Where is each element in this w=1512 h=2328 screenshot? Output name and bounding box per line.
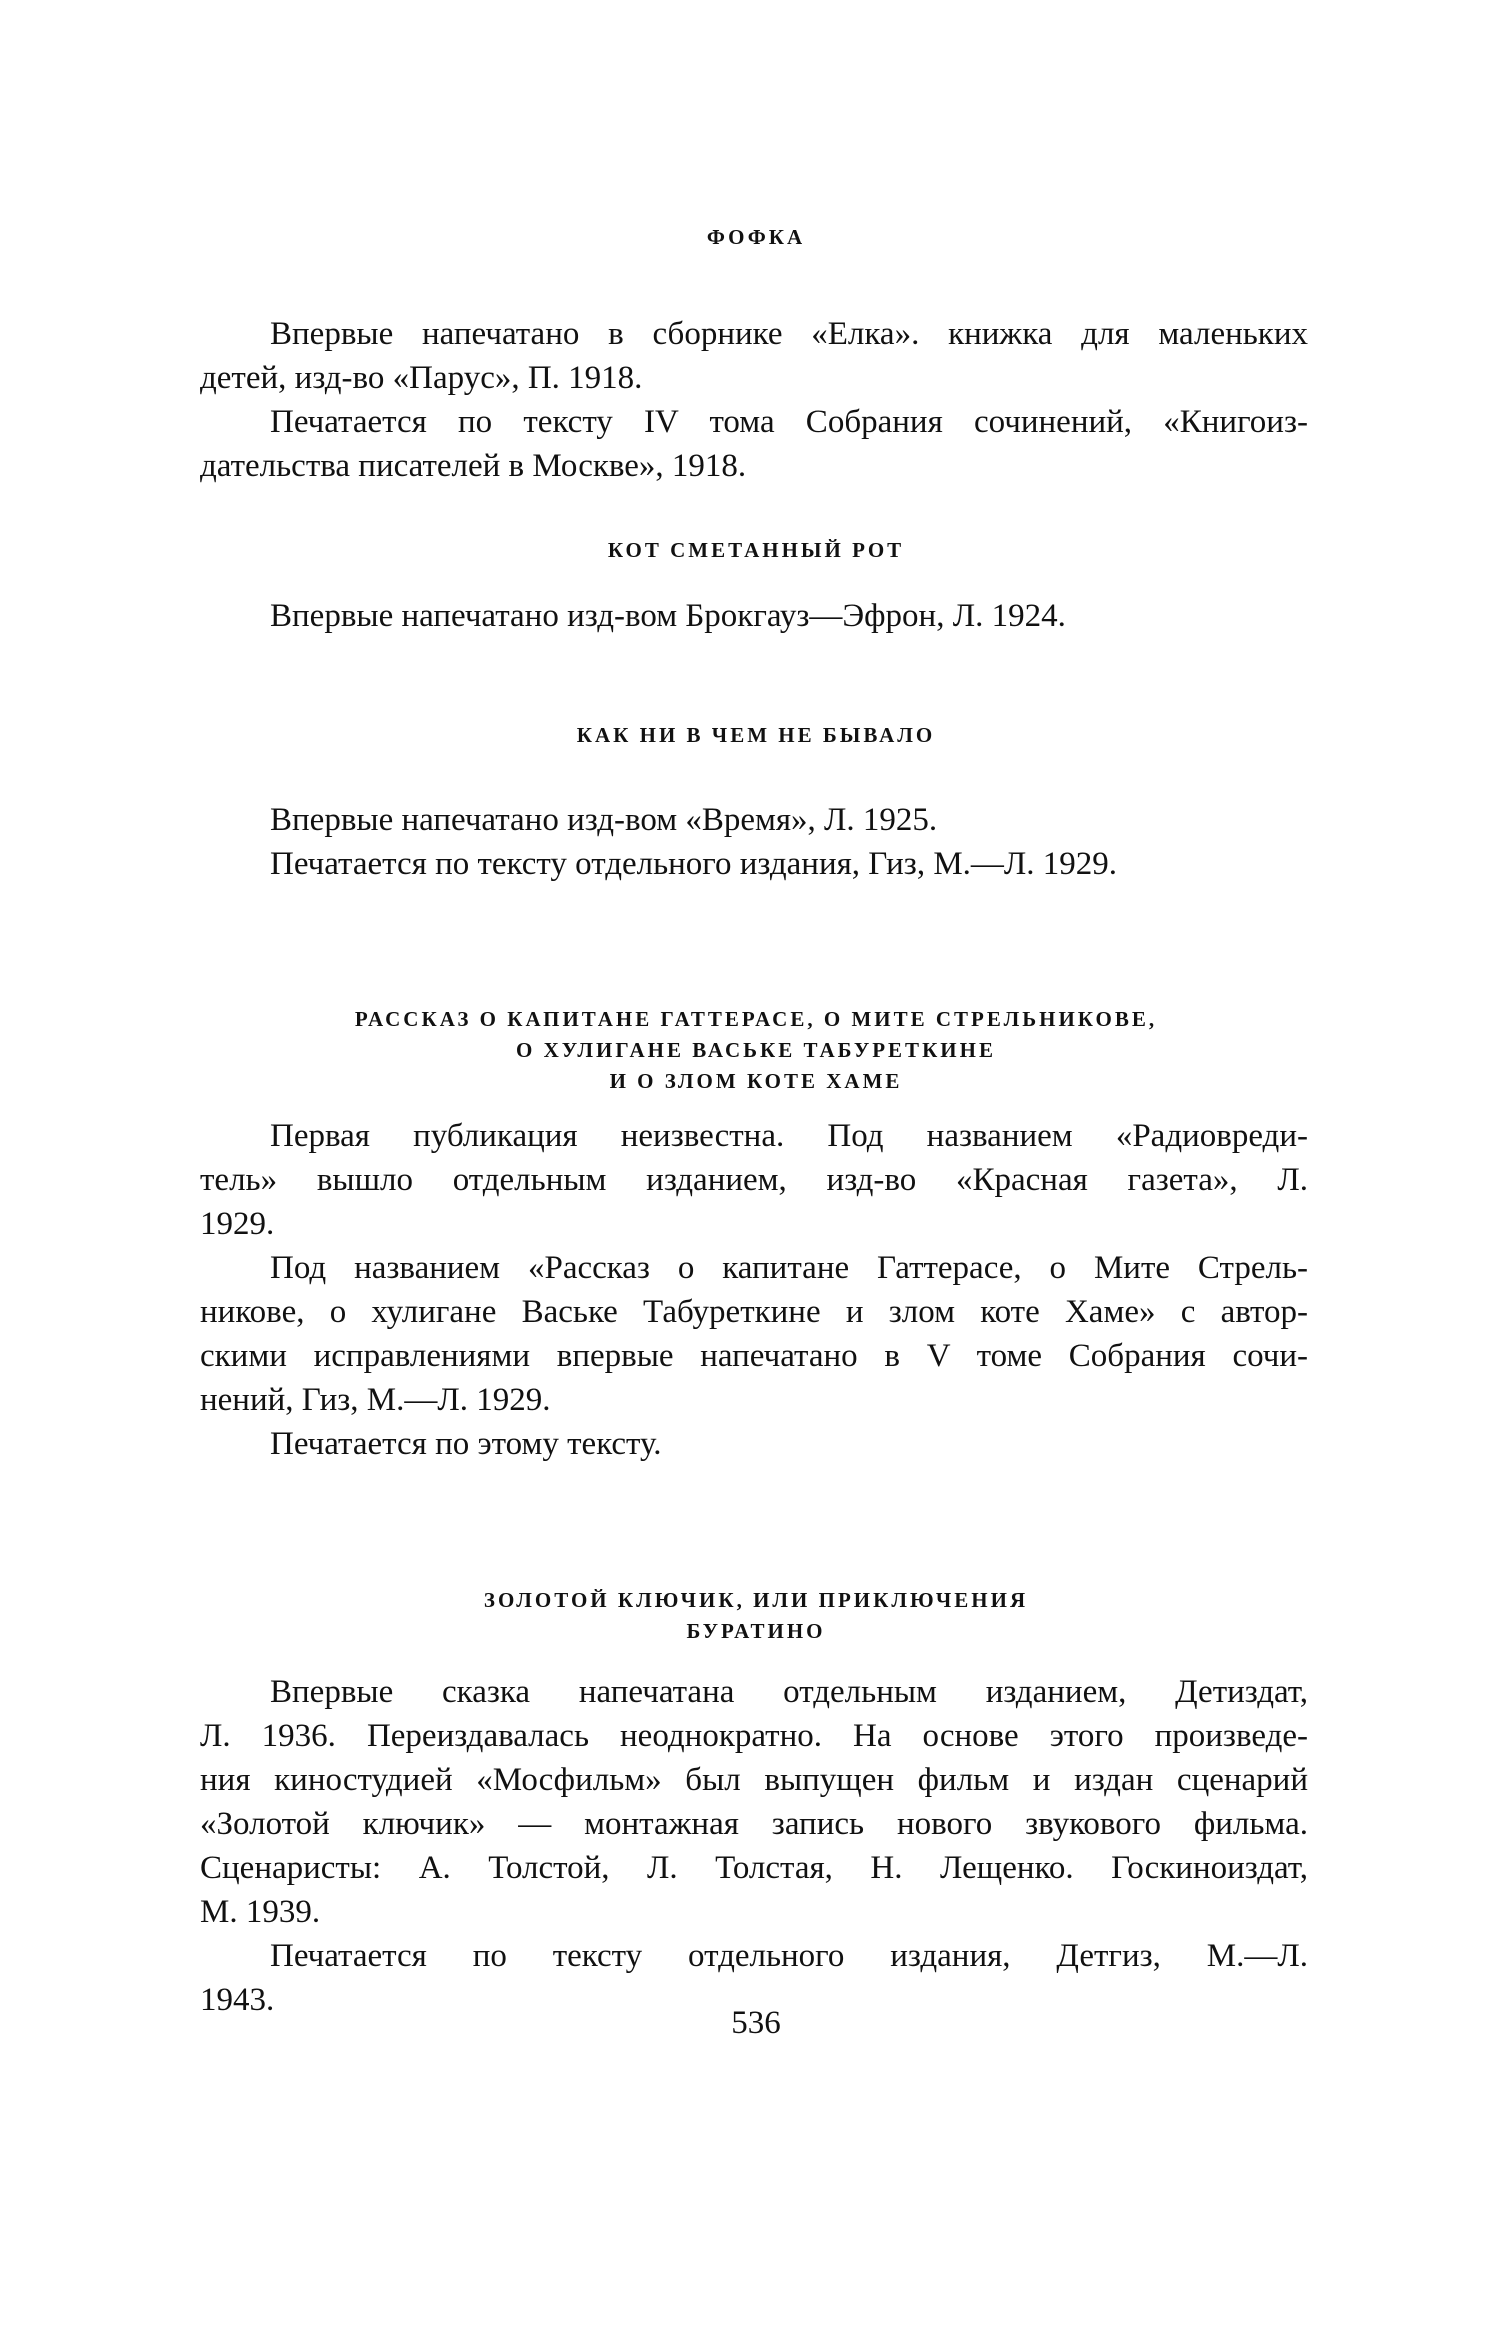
- text-line: М. 1939.: [200, 1894, 321, 1930]
- heading-line: ЗОЛОТОЙ КЛЮЧИК, ИЛИ ПРИКЛЮЧЕНИЯ: [483, 1588, 1029, 1612]
- paragraph: [200, 1246, 1308, 1422]
- paragraph: [200, 400, 1308, 488]
- paragraph: [200, 842, 1308, 886]
- paragraph: [200, 1670, 1308, 1934]
- section-heading: [0, 1585, 1512, 1647]
- text-line: 1943.: [200, 1982, 275, 2018]
- text-line: Впервые сказка напечатана отдельным изданием, Детиздат,: [270, 1674, 1308, 1710]
- text-line: никове, о хулигане Ваське Табуреткине и злом коте Хаме» с автор-: [200, 1294, 1308, 1330]
- page-number: 536: [731, 2005, 781, 2041]
- paragraph: [200, 312, 1308, 400]
- paragraph: [200, 1114, 1308, 1246]
- paragraph: [200, 798, 1308, 842]
- text-line: Л. 1936. Переиздавалась неоднократно. На основе этого произведе-: [200, 1718, 1308, 1754]
- text-line: ния киностудией «Мосфильм» был выпущен фильм и издан сценарий: [200, 1762, 1308, 1798]
- text-line: Печатается по тексту IV тома Собрания сочинений, «Книгоиз-: [270, 404, 1308, 440]
- paragraph: [200, 594, 1308, 638]
- text-line: тель» вышло отдельным изданием, изд-во «Красная газета», Л.: [200, 1162, 1308, 1198]
- section-heading: [0, 535, 1512, 566]
- heading-line: О ХУЛИГАНЕ ВАСЬКЕ ТАБУРЕТКИНЕ: [516, 1038, 996, 1062]
- text-line: Впервые напечатано изд-вом Брокгауз—Эфрон, Л. 1924.: [270, 598, 1066, 634]
- text-line: Сценаристы: А. Толстой, Л. Толстая, Н. Лещенко. Госкиноиздат,: [200, 1850, 1308, 1886]
- text-line: Впервые напечатано в сборнике «Елка». книжка для маленьких: [270, 316, 1308, 352]
- text-line: 1929.: [200, 1206, 275, 1242]
- text-line: дательства писателей в Москве», 1918.: [200, 448, 747, 484]
- text-line: Первая публикация неизвестна. Под названием «Радиовреди-: [270, 1118, 1308, 1154]
- text-line: «Золотой ключик» — монтажная запись нового звукового фильма.: [200, 1806, 1308, 1842]
- text-line: Печатается по этому тексту.: [270, 1426, 662, 1462]
- heading-line: КАК НИ В ЧЕМ НЕ БЫВАЛО: [576, 723, 936, 747]
- heading-line: РАССКАЗ О КАПИТАНЕ ГАТТЕРАСЕ, О МИТЕ СТРЕЛЬНИКОВЕ,: [354, 1007, 1158, 1031]
- text-line: Впервые напечатано изд-вом «Время», Л. 1925.: [270, 802, 938, 838]
- text-line: скими исправлениями впервые напечатано в V томе Собрания сочи-: [200, 1338, 1308, 1374]
- heading-line: БУРАТИНО: [686, 1619, 826, 1643]
- heading-line: И О ЗЛОМ КОТЕ ХАМЕ: [609, 1069, 903, 1093]
- section-heading: [0, 720, 1512, 751]
- heading-line: КОТ СМЕТАННЫЙ РОТ: [607, 538, 905, 562]
- section-heading: [0, 1004, 1512, 1097]
- text-line: Печатается по тексту отдельного издания, Детгиз, М.—Л.: [270, 1938, 1308, 1974]
- paragraph: [200, 1422, 1308, 1466]
- heading-line: ФОФКА: [706, 225, 806, 249]
- text-line: нений, Гиз, М.—Л. 1929.: [200, 1382, 551, 1418]
- text-line: Под названием «Рассказ о капитане Гаттерасе, о Мите Стрель-: [270, 1250, 1308, 1286]
- text-line: детей, изд-во «Парус», П. 1918.: [200, 360, 643, 396]
- text-line: Печатается по тексту отдельного издания, Гиз, М.—Л. 1929.: [270, 846, 1118, 882]
- section-heading: [0, 222, 1512, 253]
